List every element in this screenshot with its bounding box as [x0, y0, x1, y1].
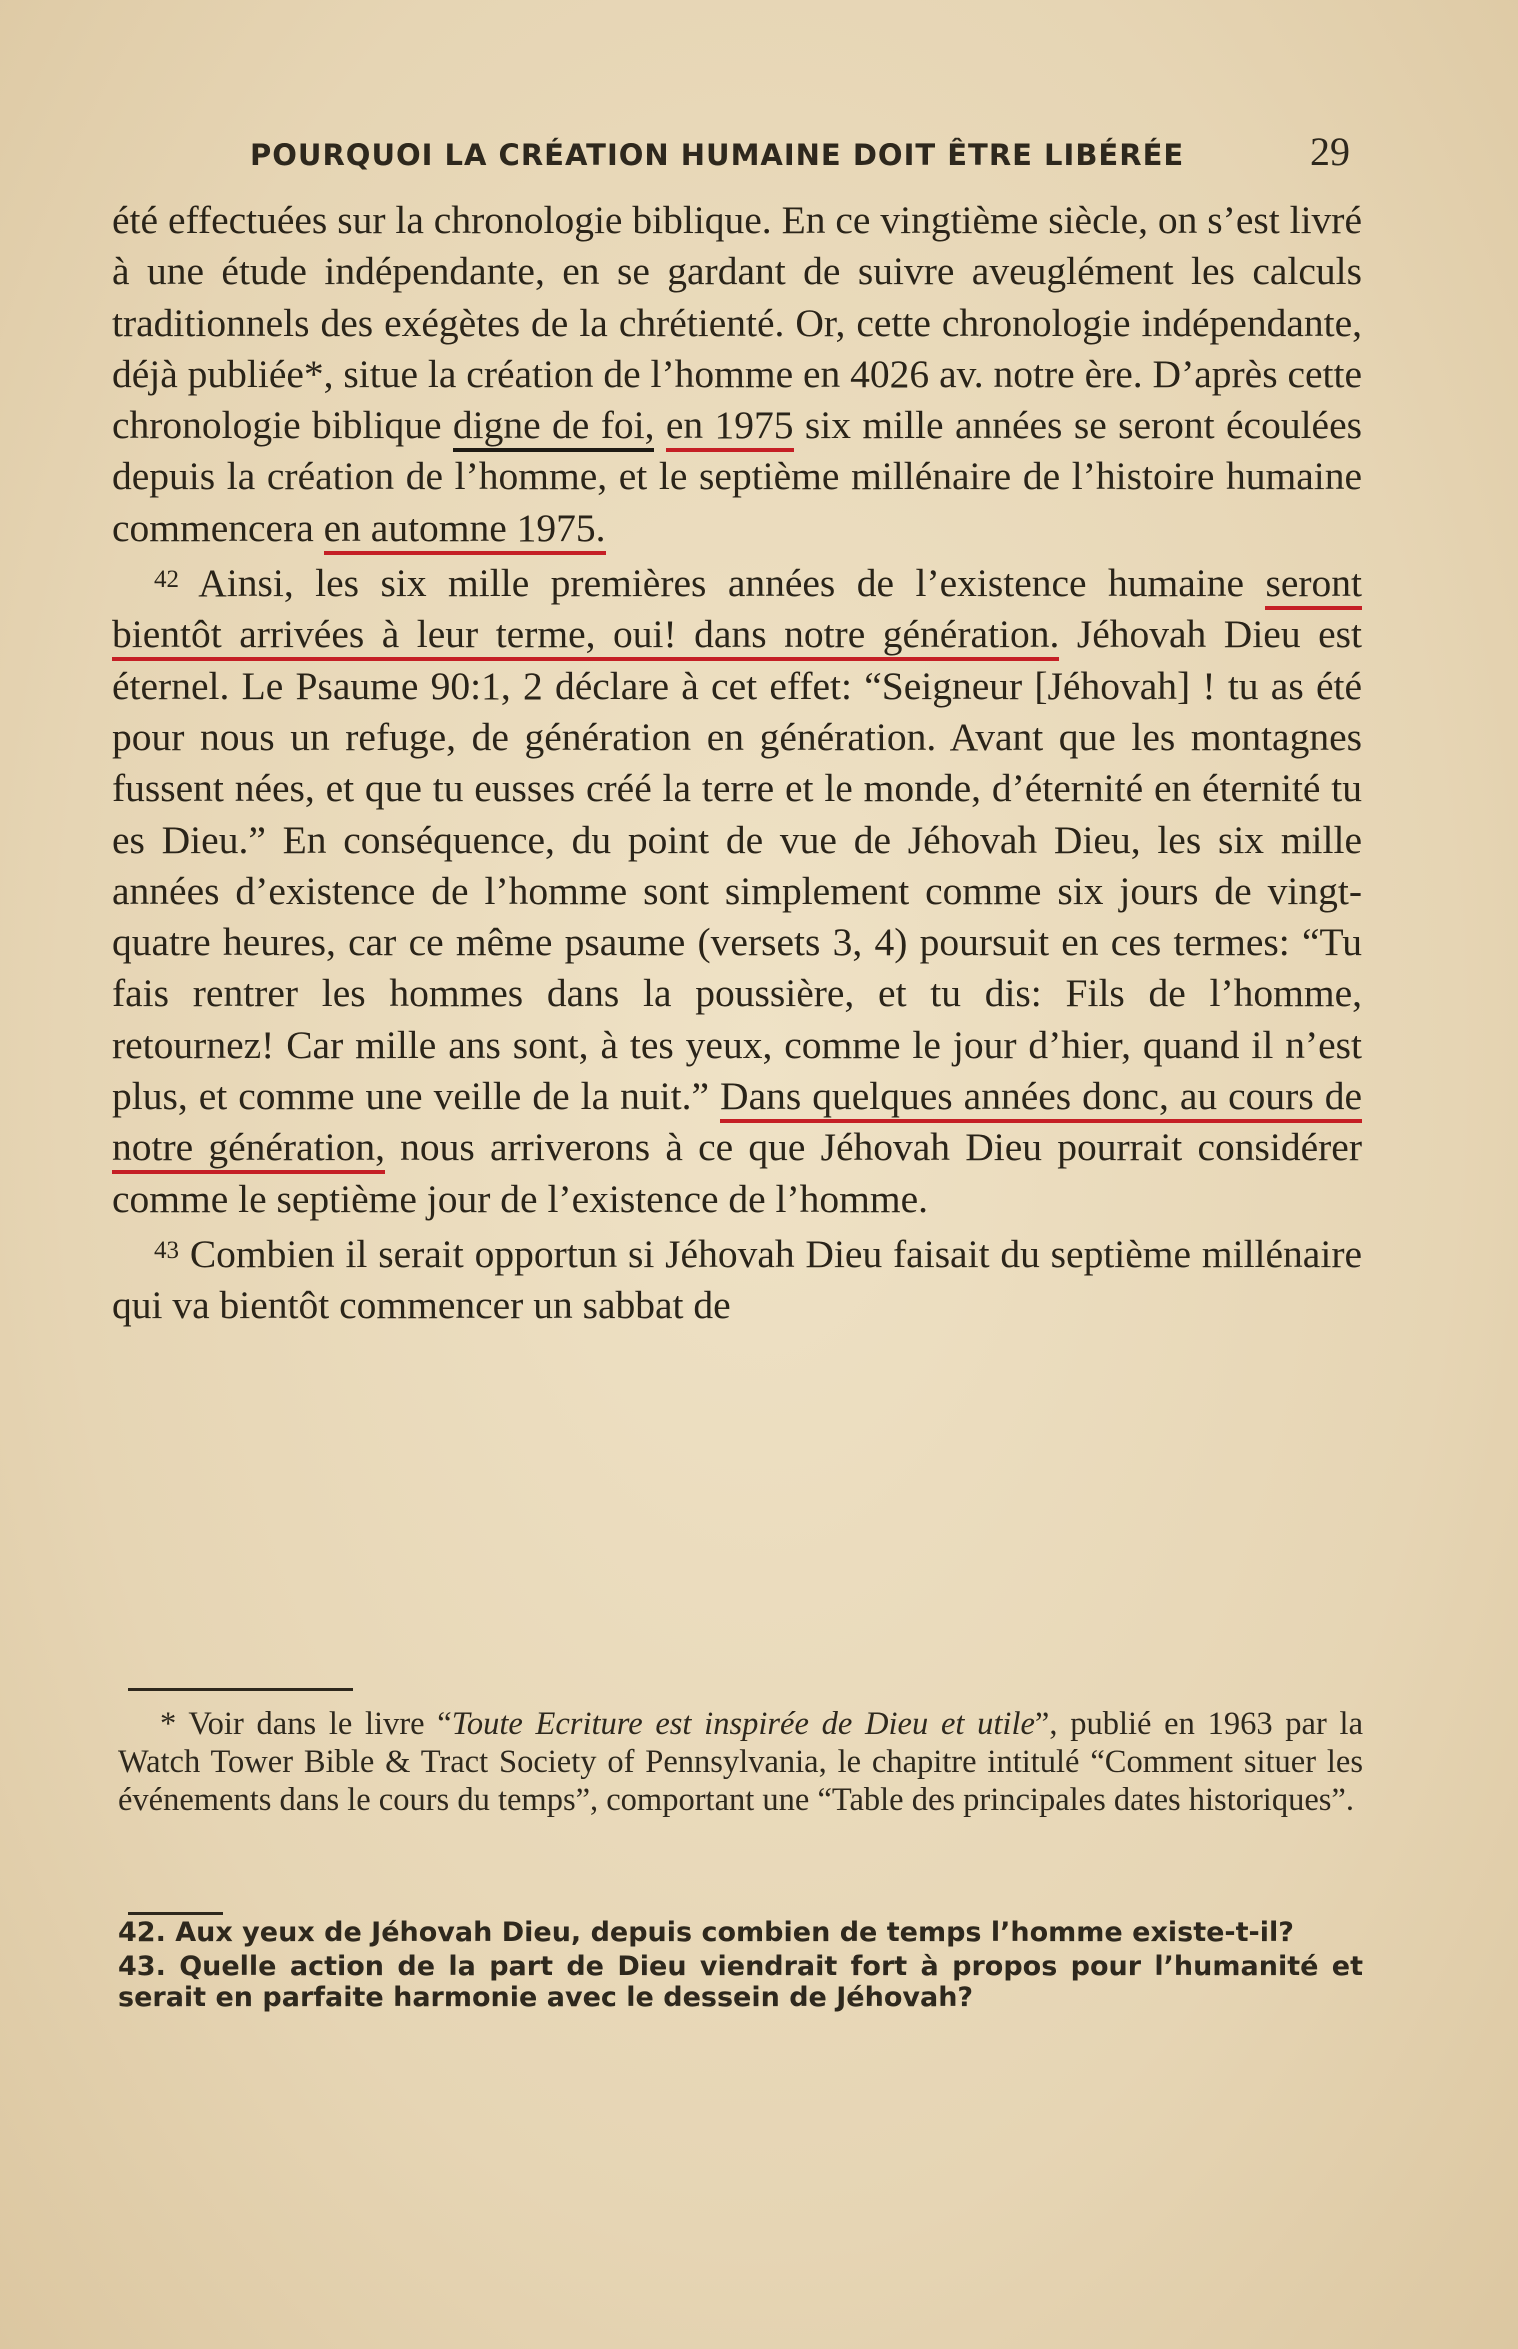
- questions-rule: [128, 1912, 223, 1915]
- footnote-book-title: Toute Ecriture est inspirée de Dieu et utile: [451, 1706, 1035, 1742]
- question-42: 42. Aux yeux de Jéhovah Dieu, depuis combien de temps l’homme existe-t-il?: [118, 1917, 1294, 1948]
- paragraph-42: $^{42}$ Ainsi, les six mille premières années de l’existence humaine seront bientôt arrivées à leur terme, oui! dans notre génération. Jéhovah Dieu est éternel. Le Psaume 90:1, 2 déclare à cet effet: “Seigneur [Jéhovah] ! tu as été pour nous un refuge, de génération en génération. Avant que les montagnes fussent nées, et que tu eusses créé la terre et le monde, d’éternité en éternité tu es Dieu.” En conséquence, du point de vue de Jéhovah Dieu, les six mille années d’existence de l’homme sont simplement comme six jours de vingt-quatre heures, car ce même psaume (versets 3, 4) poursuit en ces termes: “Tu fais rentrer les hommes dans la poussière, et tu dis: Fils de l’homme, retournez! Car mille ans sont, à tes yeux, comme le jour d’hier, quand il n’est plus, et comme une veille de la nuit.” Dans quelques années donc, au cours de notre génération, nous arriverons à ce que Jéhovah Dieu pourrait considérer comme le septième jour de l’existence de l’homme.: [112, 561, 1362, 1221]
- paragraph-number: 43: [154, 1236, 179, 1264]
- underline-red-en-1975: en 1975: [666, 403, 794, 452]
- paragraph-43: $^{43}$ Combien il serait opportun si Jéhovah Dieu faisait du septième millénaire qui va bientôt commencer un sabbat de: [112, 1231, 1362, 1328]
- main-text: [112, 195, 1362, 1332]
- paragraph-41-continued: été effectuées sur la chronologie biblique. En ce vingtième siècle, on s’est livré à une étude indépendante, en se gardant de suivre aveuglément les calculs traditionnels des exégètes de la chrétienté. Or, cette chronologie indépendante, déjà publiée*, situe la création de l’homme en 4026 av. notre ère. D’après cette chronologie biblique digne de foi, en 1975 six mille années se seront écoulées depuis la création de l’homme, et le septième millénaire de l’histoire humaine commencera en automne 1975.: [112, 195, 1362, 554]
- underline-red-notre-generation: seront bientôt arrivées à leur terme, oui! dans notre génération.: [112, 561, 1362, 661]
- running-title: POURQUOI LA CRÉATION HUMAINE DOIT ÊTRE LIBÉRÉE: [250, 138, 1185, 172]
- page-header: [250, 128, 1350, 188]
- footnote: * Voir dans le livre “Toute Ecriture est inspirée de Dieu et utile”, publié en 1963 par la Watch Tower Bible & Tract Society of Pennsylvania, le chapitre intitulé “Comment situer les événements dans le cours du temps”, comportant une “Table des principales dates historiques”.: [118, 1706, 1363, 1818]
- underline-black-digne-de-foi: digne de foi,: [453, 403, 655, 452]
- paragraph-number: 42: [154, 566, 179, 594]
- review-questions: [118, 1917, 1363, 2016]
- footnote-rule: [128, 1688, 353, 1691]
- underline-red-en-automne-1975: en automne 1975.: [324, 506, 606, 555]
- underline-red-dans-quelques-annees: Dans quelques années donc, au cours de notre génération,: [112, 1074, 1362, 1174]
- question-43: 43. Quelle action de la part de Dieu viendrait fort à propos pour l’humanité et serait en parfaite harmonie avec le dessein de Jéhovah?: [118, 1951, 1363, 2013]
- page-number: 29: [1310, 129, 1350, 174]
